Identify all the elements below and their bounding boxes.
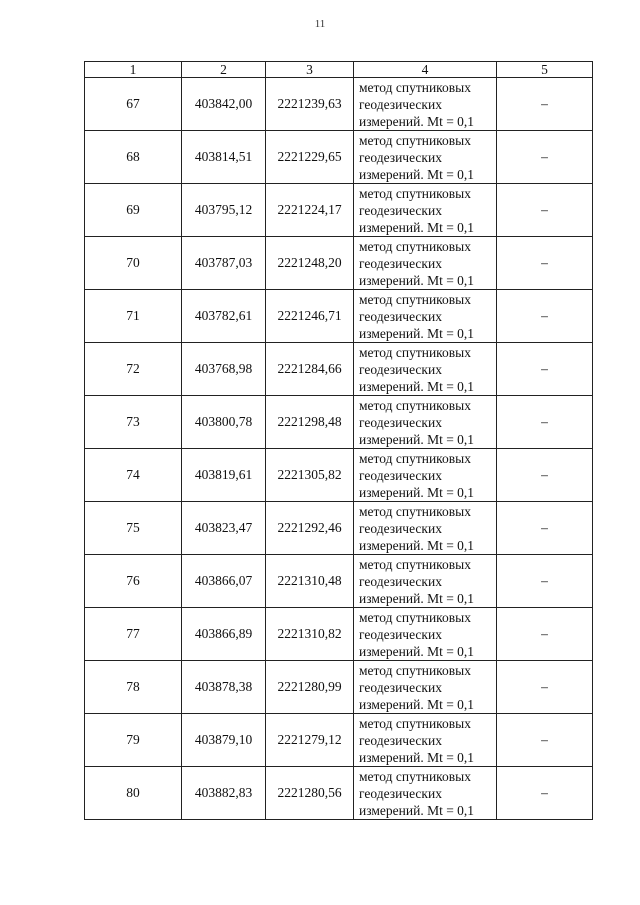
method-line: геодезических — [359, 679, 442, 695]
measurement-method — [354, 237, 497, 290]
table-row — [85, 290, 593, 343]
coordinate-y: 2221248,20 — [266, 237, 354, 290]
coordinate-x: 403768,98 — [182, 343, 266, 396]
method-line: метод спутниковых — [359, 291, 471, 307]
point-number: 79 — [85, 714, 182, 767]
method-line: метод спутниковых — [359, 609, 471, 625]
coordinate-y: 2221310,48 — [266, 555, 354, 608]
measurement-method — [354, 714, 497, 767]
table-row — [85, 343, 593, 396]
note-cell: – — [497, 78, 593, 131]
measurement-method — [354, 449, 497, 502]
method-line: геодезических — [359, 573, 442, 589]
method-line: геодезических — [359, 202, 442, 218]
method-line: метод спутниковых — [359, 185, 471, 201]
point-number: 78 — [85, 661, 182, 714]
coordinate-x: 403795,12 — [182, 184, 266, 237]
column-header-1: 1 — [85, 62, 182, 78]
coordinate-x: 403787,03 — [182, 237, 266, 290]
table-row — [85, 714, 593, 767]
method-line: метод спутниковых — [359, 238, 471, 254]
point-number: 70 — [85, 237, 182, 290]
method-line: геодезических — [359, 149, 442, 165]
point-number: 68 — [85, 131, 182, 184]
method-line: геодезических — [359, 732, 442, 748]
coordinate-x: 403782,61 — [182, 290, 266, 343]
coordinate-x: 403823,47 — [182, 502, 266, 555]
coordinates-table — [84, 61, 593, 820]
measurement-method — [354, 502, 497, 555]
method-line: метод спутниковых — [359, 344, 471, 360]
coordinate-y: 2221298,48 — [266, 396, 354, 449]
page-number: 11 — [314, 18, 326, 30]
method-line: измерений. Mt = 0,1 — [359, 590, 475, 606]
table-row — [85, 767, 593, 820]
method-line: измерений. Mt = 0,1 — [359, 166, 475, 182]
coordinate-y: 2221284,66 — [266, 343, 354, 396]
coordinate-x: 403800,78 — [182, 396, 266, 449]
measurement-method — [354, 396, 497, 449]
coordinate-y: 2221246,71 — [266, 290, 354, 343]
method-line: метод спутниковых — [359, 715, 471, 731]
table-row — [85, 237, 593, 290]
method-line: метод спутниковых — [359, 450, 471, 466]
column-header-3: 3 — [266, 62, 354, 78]
method-line: измерений. Mt = 0,1 — [359, 219, 475, 235]
point-number: 76 — [85, 555, 182, 608]
method-line: измерений. Mt = 0,1 — [359, 749, 475, 765]
point-number: 75 — [85, 502, 182, 555]
method-line: геодезических — [359, 255, 442, 271]
table-row — [85, 555, 593, 608]
method-line: геодезических — [359, 626, 442, 642]
method-line: метод спутниковых — [359, 556, 471, 572]
note-cell: – — [497, 661, 593, 714]
method-line: метод спутниковых — [359, 662, 471, 678]
method-line: измерений. Mt = 0,1 — [359, 325, 475, 341]
coordinate-y: 2221224,17 — [266, 184, 354, 237]
point-number: 69 — [85, 184, 182, 237]
note-cell: – — [497, 237, 593, 290]
method-line: измерений. Mt = 0,1 — [359, 378, 475, 394]
note-cell: – — [497, 449, 593, 502]
coordinate-y: 2221239,63 — [266, 78, 354, 131]
note-cell: – — [497, 767, 593, 820]
measurement-method — [354, 184, 497, 237]
table-row — [85, 78, 593, 131]
note-cell: – — [497, 343, 593, 396]
measurement-method — [354, 343, 497, 396]
note-cell: – — [497, 502, 593, 555]
method-line: метод спутниковых — [359, 79, 471, 95]
coordinate-x: 403882,83 — [182, 767, 266, 820]
coordinate-x: 403866,89 — [182, 608, 266, 661]
method-line: измерений. Mt = 0,1 — [359, 643, 475, 659]
coordinate-x: 403866,07 — [182, 555, 266, 608]
point-number: 71 — [85, 290, 182, 343]
note-cell: – — [497, 290, 593, 343]
column-header-4: 4 — [354, 62, 497, 78]
header-row — [85, 62, 593, 78]
coordinate-x: 403878,38 — [182, 661, 266, 714]
measurement-method — [354, 290, 497, 343]
method-line: геодезических — [359, 96, 442, 112]
measurement-method — [354, 555, 497, 608]
point-number: 67 — [85, 78, 182, 131]
note-cell: – — [497, 608, 593, 661]
method-line: геодезических — [359, 520, 442, 536]
column-header-2: 2 — [182, 62, 266, 78]
point-number: 80 — [85, 767, 182, 820]
coordinate-y: 2221305,82 — [266, 449, 354, 502]
method-line: геодезических — [359, 467, 442, 483]
method-line: геодезических — [359, 414, 442, 430]
method-line: метод спутниковых — [359, 397, 471, 413]
method-line: измерений. Mt = 0,1 — [359, 537, 475, 553]
method-line: измерений. Mt = 0,1 — [359, 113, 475, 129]
table-row — [85, 396, 593, 449]
measurement-method — [354, 78, 497, 131]
coordinate-x: 403814,51 — [182, 131, 266, 184]
method-line: геодезических — [359, 361, 442, 377]
method-line: метод спутниковых — [359, 768, 471, 784]
table-row — [85, 449, 593, 502]
note-cell: – — [497, 184, 593, 237]
coordinate-y: 2221280,56 — [266, 767, 354, 820]
table-row — [85, 661, 593, 714]
note-cell: – — [497, 555, 593, 608]
measurement-method — [354, 661, 497, 714]
point-number: 72 — [85, 343, 182, 396]
method-line: геодезических — [359, 785, 442, 801]
note-cell: – — [497, 396, 593, 449]
method-line: измерений. Mt = 0,1 — [359, 272, 475, 288]
method-line: метод спутниковых — [359, 132, 471, 148]
table-row — [85, 608, 593, 661]
column-header-5: 5 — [497, 62, 593, 78]
coordinate-x: 403879,10 — [182, 714, 266, 767]
note-cell: – — [497, 714, 593, 767]
measurement-method — [354, 608, 497, 661]
coordinate-x: 403842,00 — [182, 78, 266, 131]
point-number: 74 — [85, 449, 182, 502]
coordinate-y: 2221280,99 — [266, 661, 354, 714]
method-line: геодезических — [359, 308, 442, 324]
coordinate-y: 2221229,65 — [266, 131, 354, 184]
coordinate-x: 403819,61 — [182, 449, 266, 502]
note-cell: – — [497, 131, 593, 184]
point-number: 73 — [85, 396, 182, 449]
table-row — [85, 184, 593, 237]
coordinate-y: 2221279,12 — [266, 714, 354, 767]
table-row — [85, 502, 593, 555]
coordinate-y: 2221292,46 — [266, 502, 354, 555]
method-line: измерений. Mt = 0,1 — [359, 431, 475, 447]
method-line: метод спутниковых — [359, 503, 471, 519]
table-row — [85, 131, 593, 184]
method-line: измерений. Mt = 0,1 — [359, 696, 475, 712]
measurement-method — [354, 767, 497, 820]
method-line: измерений. Mt = 0,1 — [359, 484, 475, 500]
table-body — [85, 78, 593, 820]
method-line: измерений. Mt = 0,1 — [359, 802, 475, 818]
point-number: 77 — [85, 608, 182, 661]
measurement-method — [354, 131, 497, 184]
coordinate-y: 2221310,82 — [266, 608, 354, 661]
